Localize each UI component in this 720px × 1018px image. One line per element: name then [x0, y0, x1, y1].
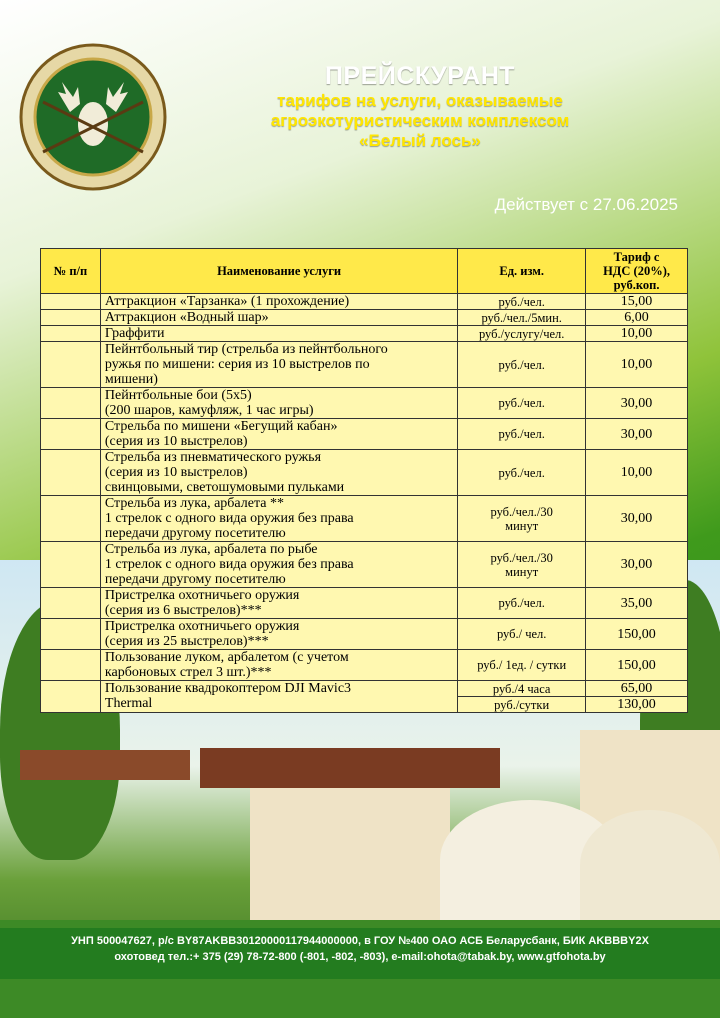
service-name-line: Пользование квадрокоптером DJI Mavic3 — [104, 681, 352, 696]
unit-line: руб./чел. — [498, 294, 545, 309]
unit-line: руб./чел./5мин. — [481, 310, 562, 325]
footer-requisites — [0, 928, 720, 979]
unit-cell — [458, 450, 586, 496]
service-name-line: Стрельба из пневматического ружья — [104, 450, 322, 465]
service-name-cell — [100, 588, 457, 619]
unit-line: руб./услугу/чел. — [478, 326, 565, 341]
page-title: ПРЕЙСКУРАНТ — [324, 62, 516, 90]
service-name-line: Аттракцион «Тарзанка» (1 прохождение) — [104, 294, 350, 309]
table-row — [41, 650, 688, 681]
white-moose-logo — [18, 42, 168, 192]
service-name-cell — [100, 294, 457, 310]
price-cell: 130,00 — [586, 697, 688, 713]
unit-cell — [458, 342, 586, 388]
table-row — [41, 419, 688, 450]
table-row — [41, 388, 688, 419]
price-cell: 30,00 — [586, 496, 688, 542]
table-row — [41, 588, 688, 619]
unit-cell — [458, 588, 586, 619]
price-cell: 15,00 — [586, 294, 688, 310]
service-name-cell — [100, 326, 457, 342]
price-cell: 6,00 — [586, 310, 688, 326]
row-number-cell — [41, 619, 101, 650]
unit-line: минут — [505, 564, 539, 579]
unit-cell — [458, 388, 586, 419]
service-name-cell — [100, 681, 457, 713]
service-name-line: Пейнтбольные бои (5х5) — [104, 388, 252, 403]
table-row — [41, 294, 688, 310]
service-name-line: Стрельба по мишени «Бегущий кабан» — [104, 419, 338, 434]
service-name-cell — [100, 619, 457, 650]
table-row — [41, 326, 688, 342]
contact-details: охотовед тел.:+ 375 (29) 78-72-800 (-801, -802, -803), e-mail:ohota@tabak.by, www.gtfohota.by — [114, 951, 606, 963]
row-number-cell — [41, 542, 101, 588]
unit-cell — [458, 326, 586, 342]
table-row — [41, 342, 688, 388]
service-name-line: Граффити — [104, 326, 165, 341]
service-name-cell — [100, 310, 457, 326]
row-number-cell — [41, 450, 101, 496]
row-number-cell — [41, 342, 101, 388]
unit-line: руб./чел./30 — [490, 504, 553, 519]
unit-cell — [458, 496, 586, 542]
price-table — [40, 248, 688, 713]
unit-cell — [458, 650, 586, 681]
service-name-cell — [100, 388, 457, 419]
price-cell: 30,00 — [586, 419, 688, 450]
unit-line: минут — [505, 518, 539, 533]
unit-line: руб./чел. — [498, 396, 545, 410]
service-name-line: 1 стрелок с одного вида оружия без права — [104, 511, 354, 526]
unit-line: руб./чел./30 — [490, 550, 553, 565]
unit-line: руб./чел. — [498, 465, 545, 480]
price-cell: 35,00 — [586, 588, 688, 619]
table-row — [41, 681, 688, 697]
unit-cell — [458, 619, 586, 650]
unit-line: руб./чел. — [498, 596, 545, 610]
service-name-line: Стрельба из лука, арбалета по рыбе — [104, 542, 318, 557]
service-name-line: мишени) — [104, 372, 158, 387]
col-header-number: № п/п — [41, 249, 101, 294]
bank-details: УНП 500047627, р/с BY87AKBB30120000117944000000, в ГОУ №400 ОАО АСБ Беларусбанк, БИК AKBBBY2X — [71, 935, 649, 947]
service-name-line: (200 шаров, камуфляж, 1 час игры) — [104, 403, 314, 418]
table-row — [41, 450, 688, 496]
col-header-name: Наименование услуги — [100, 249, 457, 294]
unit-cell — [458, 419, 586, 450]
unit-cell — [458, 542, 586, 588]
unit-line: руб./чел. — [498, 427, 545, 441]
table-row — [41, 310, 688, 326]
unit-line: руб./ 1ед. / сутки — [477, 658, 567, 672]
service-name-line: (серия из 10 выстрелов) — [104, 465, 248, 480]
row-number-cell — [41, 388, 101, 419]
price-cell: 150,00 — [586, 650, 688, 681]
table-header-row — [41, 249, 688, 294]
service-name-line: (серия из 25 выстрелов)*** — [104, 634, 269, 649]
table-row — [41, 619, 688, 650]
price-cell: 65,00 — [586, 681, 688, 697]
service-name-cell — [100, 542, 457, 588]
row-number-cell — [41, 496, 101, 542]
service-name-cell — [100, 342, 457, 388]
row-number-cell — [41, 310, 101, 326]
price-cell: 10,00 — [586, 326, 688, 342]
row-number-cell — [41, 326, 101, 342]
service-name-line: (серия из 6 выстрелов)*** — [104, 603, 262, 618]
unit-line: руб./ чел. — [496, 627, 547, 641]
service-name-line: ружья по мишени: серия из 10 выстрелов по — [104, 357, 370, 372]
service-name-line: Пейнтбольный тир (стрельба из пейнтбольного — [104, 342, 388, 357]
service-name-cell — [100, 450, 457, 496]
service-name-line: передачи другому посетителю — [104, 572, 286, 587]
service-name-cell — [100, 650, 457, 681]
price-cell: 30,00 — [586, 542, 688, 588]
row-number-cell — [41, 588, 101, 619]
service-name-line: Пользование луком, арбалетом (с учетом — [104, 650, 349, 665]
subtitle-line: тарифов на услуги, оказываемые — [277, 91, 563, 110]
service-name-line: Стрельба из лука, арбалета ** — [104, 496, 284, 511]
service-name-line: Пристрелка охотничьего оружия — [104, 619, 300, 634]
valid-from: Действует с 27.06.2025 — [494, 195, 678, 214]
unit-cell — [458, 310, 586, 326]
header — [230, 62, 610, 151]
row-number-cell — [41, 419, 101, 450]
service-name-line: Пристрелка охотничьего оружия — [104, 588, 300, 603]
row-number-cell — [41, 681, 101, 713]
row-number-cell — [41, 650, 101, 681]
unit-line: руб./чел. — [498, 357, 545, 372]
col-header-price: Тариф с НДС (20%), руб.коп. — [586, 249, 688, 294]
unit-cell — [458, 294, 586, 310]
service-name-line: (серия из 10 выстрелов) — [104, 434, 248, 449]
subtitle-line: агроэкотуристическим комплексом — [270, 111, 570, 130]
service-name-line: 1 стрелок с одного вида оружия без права — [104, 557, 354, 572]
service-name-cell — [100, 496, 457, 542]
price-cell: 150,00 — [586, 619, 688, 650]
service-name-line: карбоновых стрел 3 шт.)*** — [104, 665, 272, 680]
unit-cell: руб./сутки — [458, 697, 586, 713]
table-row — [41, 542, 688, 588]
service-name-line: Thermal — [104, 696, 153, 711]
price-cell: 10,00 — [586, 450, 688, 496]
price-cell: 10,00 — [586, 342, 688, 388]
table-row — [41, 496, 688, 542]
price-cell: 30,00 — [586, 388, 688, 419]
unit-cell: руб./4 часа — [458, 681, 586, 697]
service-name-line: передачи другому посетителю — [104, 526, 286, 541]
service-name-cell — [100, 419, 457, 450]
service-name-line: свинцовыми, светошумовыми пульками — [104, 480, 345, 495]
col-header-unit: Ед. изм. — [458, 249, 586, 294]
subtitle-line: «Белый лось» — [359, 131, 481, 150]
service-name-line: Аттракцион «Водный шар» — [104, 310, 269, 325]
row-number-cell — [41, 294, 101, 310]
